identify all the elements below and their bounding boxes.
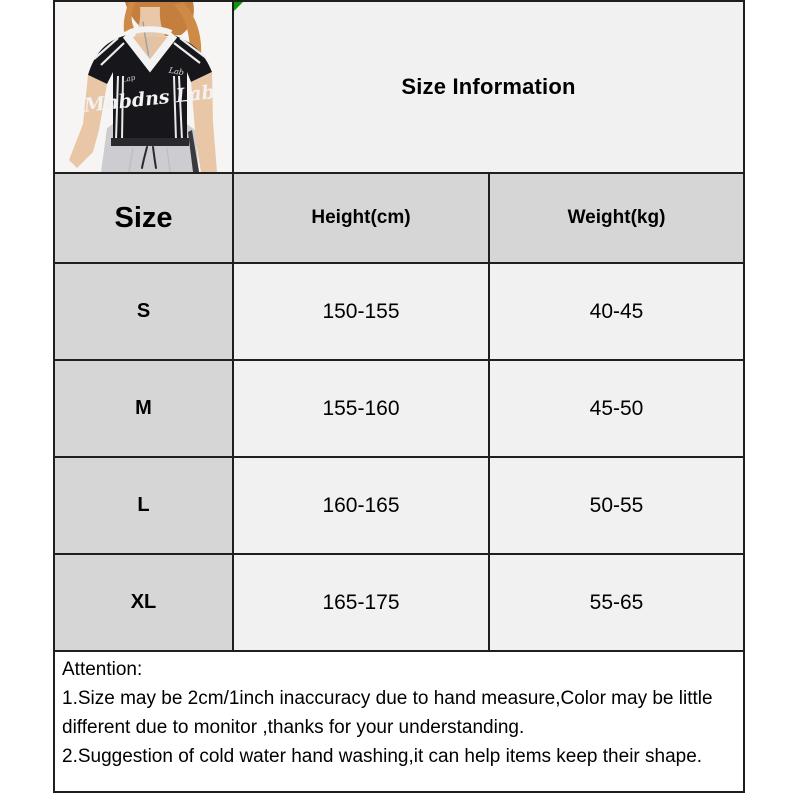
size-label: S <box>136 300 151 322</box>
table-row-m-size <box>55 359 232 456</box>
size-label: L <box>137 494 150 516</box>
height-value: 150-155 <box>322 299 400 323</box>
header-weight <box>488 172 743 262</box>
page-title: Size Information <box>401 74 576 99</box>
table-row-s-size <box>55 262 232 359</box>
weight-value: 40-45 <box>589 299 644 323</box>
shirt-badge-right: Lab <box>168 65 185 78</box>
weight-value: 55-65 <box>589 590 644 614</box>
product-photo-cell <box>55 2 232 172</box>
table-row-m-height <box>232 359 488 456</box>
height-value: 160-165 <box>322 493 400 517</box>
height-value: 165-175 <box>322 590 400 614</box>
attention-line-1: 1.Size may be 2cm/1inch inaccuracy due to hand measure,Color may be little <box>62 688 713 709</box>
table-row-xl-weight <box>488 553 743 650</box>
table-row-m-weight <box>488 359 743 456</box>
table-row-s-weight <box>488 262 743 359</box>
table-row-s-height <box>232 262 488 359</box>
pants-waistband <box>111 138 189 146</box>
attention-heading: Attention: <box>62 659 143 680</box>
weight-value: 50-55 <box>589 493 644 517</box>
title-cell <box>232 2 743 172</box>
shirt-script-text: Mnbdns Lab <box>82 81 216 117</box>
table-row-xl-height <box>232 553 488 650</box>
size-label: M <box>135 397 152 419</box>
table-row-l-size <box>55 456 232 553</box>
header-height <box>232 172 488 262</box>
table-row-l-weight <box>488 456 743 553</box>
header-size <box>55 172 232 262</box>
shirt-badge-left: Lap <box>121 73 136 85</box>
table-row-l-height <box>232 456 488 553</box>
size-label: XL <box>130 591 157 613</box>
weight-value: 45-50 <box>589 396 644 420</box>
size-chart-table <box>53 0 745 793</box>
attention-box <box>55 650 743 791</box>
attention-line-3: 2.Suggestion of cold water hand washing,it can help items keep their shape. <box>62 746 703 767</box>
header-size-label: Size <box>114 201 173 234</box>
table-row-xl-size <box>55 553 232 650</box>
header-height-label: Height(cm) <box>311 207 411 228</box>
height-value: 155-160 <box>322 396 400 420</box>
product-photo <box>55 2 232 172</box>
header-weight-label: Weight(kg) <box>567 207 666 228</box>
attention-line-2: different due to monitor ,thanks for your understanding. <box>62 717 525 738</box>
green-corner-marker <box>234 2 243 11</box>
